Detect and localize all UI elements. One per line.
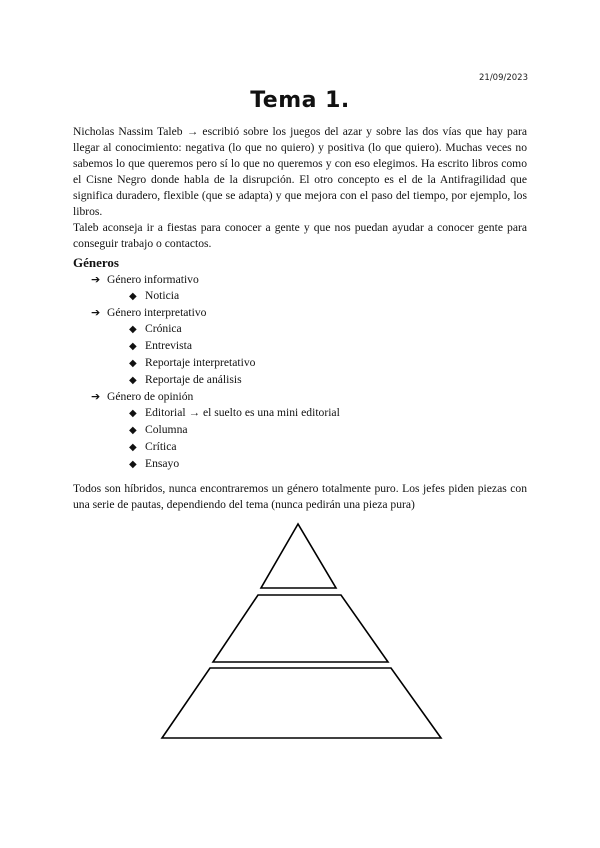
genres-heading: Géneros: [73, 255, 119, 270]
page-title: Tema 1.: [250, 88, 350, 113]
closing-paragraph: Todos son híbridos, nunca encontraremos un género totalmente puro. Los jefes piden piezas con una serie de pautas, dependiendo del tema (nunca pedirán una pieza pura): [73, 482, 527, 511]
pyramid-top-tier: [261, 524, 336, 588]
diamond-bullet-icon: ◆: [129, 459, 137, 470]
subgenre-label: Columna: [145, 423, 188, 436]
arrow-bullet-icon: ➔: [91, 273, 101, 286]
diamond-bullet-icon: ◆: [129, 408, 137, 419]
arrow-bullet-icon: ➔: [91, 390, 101, 403]
diamond-bullet-icon: ◆: [129, 375, 137, 386]
genre-label: Género de opinión: [107, 390, 194, 403]
diamond-bullet-icon: ◆: [129, 291, 137, 302]
date: 21/09/2023: [479, 73, 528, 83]
subgenre-label: Reportaje de análisis: [145, 373, 242, 386]
intro-paragraph: Nicholas Nassim Taleb → escribió sobre los juegos del azar y sobre las dos vías que hay para llegar al conocimiento: negativa (lo que no quiero) y positiva (lo que quiero). Muchas veces no sabemos lo que queremos pero sí lo que no queremos y con eso elegimos. Ha escrito libros como el Cisne Negro donde habla de la disrupción. El otro concepto es el de la Antifragilidad que significa duradero, flexible (que se adapta) y que mejora con el paso del tiempo, por ejemplo, los libros.: [73, 125, 527, 218]
diamond-bullet-icon: ◆: [129, 442, 137, 453]
subgenre-label: Crónica: [145, 322, 182, 335]
diamond-bullet-icon: ◆: [129, 324, 137, 335]
diamond-bullet-icon: ◆: [129, 358, 137, 369]
pyramid-middle-tier: [213, 595, 388, 662]
diamond-bullet-icon: ◆: [129, 425, 137, 436]
arrow-bullet-icon: ➔: [91, 306, 101, 319]
advice-paragraph: Taleb aconseja ir a fiestas para conocer a gente y que nos puedan ayudar a conocer gente para conseguir trabajo o contactos.: [73, 221, 527, 250]
genre-label: Género informativo: [107, 273, 199, 286]
subgenre-label: Ensayo: [145, 457, 180, 470]
genre-label: Género interpretativo: [107, 306, 207, 319]
subgenre-label: Crítica: [145, 440, 177, 453]
pyramid-bottom-tier: [162, 668, 441, 738]
diamond-bullet-icon: ◆: [129, 341, 137, 352]
subgenre-label: Entrevista: [145, 339, 193, 352]
subgenre-label: Noticia: [145, 289, 180, 302]
subgenre-label: Editorial → el suelto es una mini editorial: [145, 406, 340, 419]
subgenre-label: Reportaje interpretativo: [145, 356, 256, 369]
